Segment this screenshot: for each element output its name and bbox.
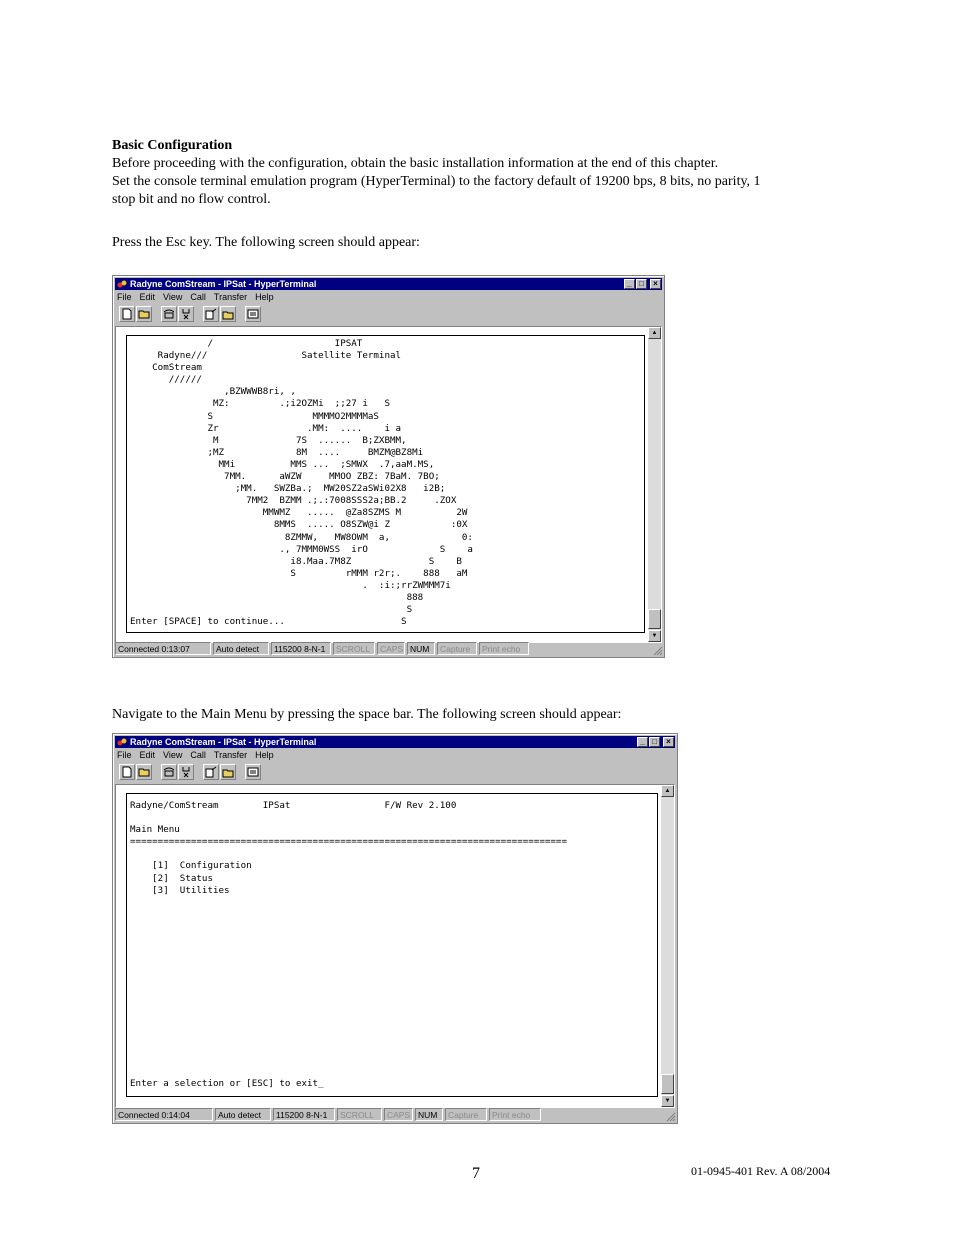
- properties-icon: [247, 766, 259, 778]
- vertical-scrollbar[interactable]: [661, 785, 674, 1107]
- terminal-screen: [126, 335, 645, 633]
- status-capture: Capture: [437, 642, 477, 655]
- minimize-button[interactable]: _: [624, 279, 635, 289]
- open-button[interactable]: [136, 764, 152, 780]
- maximize-button[interactable]: □: [636, 279, 647, 289]
- hang-up-icon: [180, 308, 192, 320]
- disconnect-button[interactable]: [178, 764, 194, 780]
- hyperterminal-app-icon: [117, 737, 127, 747]
- terminal-output: / IPSAT Radyne/// Satellite Terminal ComStream ////// ,BZWWWB8ri, , MZ: .;i2OZMi ;;27 i S S MMMMO2MMMMaS Zr .MM: .... i a M 7S ...... B;ZXBMM, ;MZ 8M .... BMZM@BZ8Mi MMi MMS ... ;SMWX .7,aaM.MS, 7MM. aWZW MMOO ZBZ: 7BaM. 7BO; ;MM. SWZBa.; MW20SZ2aSWi02X8 i2B; 7MM2 BZMM .;.:7008SSS2a;BB.2 .ZOX MMWMZ ..... @Za8SZMS M 2W 8MMS ..... O8SZW@i Z :0X 8ZMMW, MW8OWM a, 0: ., 7MMM0WSS irO S a i8.Maa.7M8Z S B S rMMM r2r;. 888 aM . :i:;rrZWMMM7i 888 S Enter [SPACE] to continue... S: [130, 338, 473, 628]
- menu-call[interactable]: Call: [190, 750, 206, 760]
- send-button[interactable]: [203, 764, 219, 780]
- toolbar: [119, 306, 262, 324]
- settings-paragraph-line1: Set the console terminal emulation program (HyperTerminal) to the factory default of 19200 bps, 8 bits, no parity, 1: [112, 174, 761, 189]
- terminal-area[interactable]: [115, 326, 662, 643]
- phone-icon: [163, 766, 175, 778]
- title-bar[interactable]: [115, 736, 675, 748]
- receive-file-icon: [222, 766, 234, 778]
- resize-grip-icon[interactable]: [653, 646, 663, 656]
- terminal-area[interactable]: [115, 784, 675, 1108]
- send-file-icon: [205, 308, 217, 320]
- status-print-echo: Print echo: [479, 642, 529, 655]
- section-heading: Basic Configuration: [112, 138, 233, 153]
- connect-button[interactable]: [161, 764, 177, 780]
- status-baud: 115200 8-N-1: [273, 1108, 335, 1121]
- status-caps: CAPS: [377, 642, 405, 655]
- menu-call[interactable]: Call: [190, 292, 206, 302]
- terminal-output: Radyne/ComStream IPSat F/W Rev 2.100 Main Menu =============================================================================== [1] Configuration [2] Status [3] Utilities Enter a selection or [ESC] to exit_: [130, 800, 567, 1090]
- new-document-icon: [121, 766, 133, 778]
- status-print-echo: Print echo: [489, 1108, 541, 1121]
- scroll-up-button[interactable]: ▲: [661, 785, 674, 797]
- menu-help[interactable]: Help: [255, 750, 274, 760]
- receive-button[interactable]: [220, 764, 236, 780]
- receive-file-icon: [222, 308, 234, 320]
- hyperterminal-app-icon: [117, 279, 127, 289]
- status-detect: Auto detect: [213, 642, 269, 655]
- scroll-up-button[interactable]: ▲: [648, 327, 661, 339]
- menu-file[interactable]: File: [117, 292, 132, 302]
- hyperterminal-window-splash: [112, 275, 665, 658]
- send-file-icon: [205, 766, 217, 778]
- maximize-button[interactable]: □: [649, 737, 660, 747]
- window-title: Radyne ComStream - IPSat - HyperTerminal: [130, 737, 317, 747]
- scroll-thumb[interactable]: [661, 1074, 674, 1094]
- menu-transfer[interactable]: Transfer: [213, 292, 248, 302]
- status-bar: [115, 1108, 675, 1121]
- status-detect: Auto detect: [215, 1108, 271, 1121]
- disconnect-button[interactable]: [178, 306, 194, 322]
- status-caps: CAPS: [384, 1108, 413, 1121]
- open-button[interactable]: [136, 306, 152, 322]
- properties-icon: [247, 308, 259, 320]
- scroll-thumb[interactable]: [648, 609, 661, 629]
- open-folder-icon: [138, 308, 150, 320]
- status-connected: Connected 0:13:07: [115, 642, 211, 655]
- close-button[interactable]: ×: [663, 737, 674, 747]
- properties-button[interactable]: [245, 764, 261, 780]
- scroll-down-button[interactable]: ▼: [661, 1095, 674, 1107]
- new-connection-button[interactable]: [119, 306, 135, 322]
- menu-transfer[interactable]: Transfer: [213, 750, 248, 760]
- connect-button[interactable]: [161, 306, 177, 322]
- status-capture: Capture: [445, 1108, 487, 1121]
- menu-view[interactable]: View: [163, 750, 183, 760]
- receive-button[interactable]: [220, 306, 236, 322]
- status-scroll: SCROLL: [333, 642, 375, 655]
- menu-view[interactable]: View: [163, 292, 183, 302]
- vertical-scrollbar[interactable]: [648, 327, 661, 642]
- status-num: NUM: [407, 642, 435, 655]
- page-number: 7: [472, 1165, 480, 1182]
- status-connected: Connected 0:14:04: [115, 1108, 213, 1121]
- status-bar: [115, 642, 662, 655]
- settings-paragraph-line2: stop bit and no flow control.: [112, 192, 271, 207]
- document-revision: 01-0945-401 Rev. A 08/2004: [691, 1164, 831, 1178]
- hang-up-icon: [180, 766, 192, 778]
- minimize-button[interactable]: _: [637, 737, 648, 747]
- title-bar[interactable]: [115, 278, 662, 290]
- phone-icon: [163, 308, 175, 320]
- status-num: NUM: [415, 1108, 443, 1121]
- window-title: Radyne ComStream - IPSat - HyperTerminal: [130, 279, 317, 289]
- close-button[interactable]: ×: [650, 279, 661, 289]
- menu-bar: [117, 291, 274, 304]
- new-document-icon: [121, 308, 133, 320]
- menu-bar: [117, 749, 274, 762]
- new-connection-button[interactable]: [119, 764, 135, 780]
- resize-grip-icon[interactable]: [666, 1112, 676, 1122]
- scroll-down-button[interactable]: ▼: [648, 630, 661, 642]
- navigate-instruction: Navigate to the Main Menu by pressing the space bar. The following screen should appear:: [112, 707, 622, 722]
- intro-paragraph: Before proceeding with the configuration, obtain the basic installation information at the end of this chapter.: [112, 156, 719, 171]
- menu-help[interactable]: Help: [255, 292, 274, 302]
- menu-edit[interactable]: Edit: [139, 750, 156, 760]
- status-baud: 115200 8-N-1: [271, 642, 331, 655]
- toolbar: [119, 764, 262, 782]
- menu-edit[interactable]: Edit: [139, 292, 156, 302]
- open-folder-icon: [138, 766, 150, 778]
- terminal-screen: [126, 793, 658, 1097]
- properties-button[interactable]: [245, 306, 261, 322]
- press-esc-instruction: Press the Esc key. The following screen should appear:: [112, 235, 420, 250]
- menu-file[interactable]: File: [117, 750, 132, 760]
- send-button[interactable]: [203, 306, 219, 322]
- status-scroll: SCROLL: [337, 1108, 382, 1121]
- hyperterminal-window-main-menu: [112, 733, 678, 1124]
